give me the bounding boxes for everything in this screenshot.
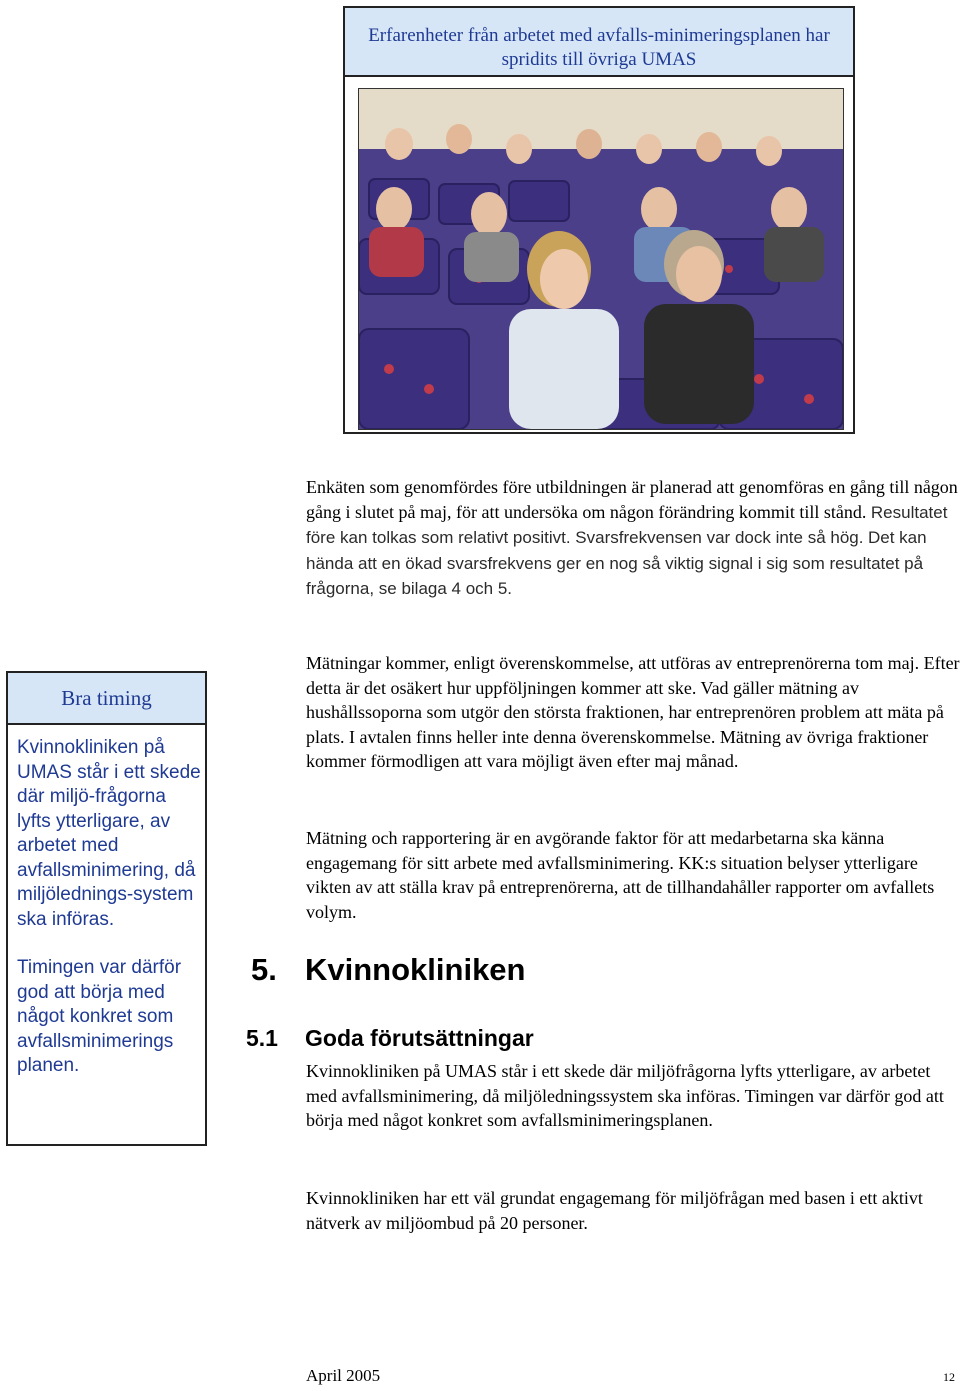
reporting-paragraph: Mätning och rapportering är en avgörande faktor för att medarbetarna ska känna engagemang för sitt arbete med avfallsminimering. KK:s situation belyser ytterligare vikten av att ställa krav på entreprenörerna, att de tillhandahåller rapporter om avfallets volym.	[306, 828, 935, 922]
measurements-paragraph: Mätningar kommer, enligt överenskommelse, att utföras av entreprenörerna tom maj. Efter detta är det osäkert hur uppföljningen kommer att ske. Vad gäller mätning av hushållssoporna som utgör den största fraktionen, har entreprenören problem att mäta på plats. I avtalen finns heller inte denna överenskommelse. Mätning av övriga fraktioner kommer förmodligen att vara möjligt även efter maj månad.	[306, 653, 960, 771]
audience-photo	[358, 88, 844, 430]
section-5-title: Kvinnokliniken	[305, 952, 526, 987]
page-number: 12	[943, 1370, 955, 1384]
sidebar-paragraph-2: Timingen var därför god att börja med något konkret som avfallsminimerings planen.	[17, 957, 182, 1076]
intro-sentence-3: Det kan hända att en ökad svarsfrekvens ger en nog så viktig signal i sig som resultatet på frågorna, se bilaga 4 och 5.	[306, 528, 927, 598]
sidebar-title: Bra timing	[8, 673, 205, 725]
intro-sentence-2: Resultatet före kan tolkas som relativt positivt. Svarsfrekvensen var dock inte så hög.	[306, 502, 948, 547]
sidebar-body	[17, 736, 203, 1079]
photo-figure	[343, 6, 855, 434]
section-5-1-number: 5.1	[246, 1025, 278, 1051]
sidebar-callout	[6, 671, 207, 1146]
footer-date: April 2005	[306, 1366, 381, 1385]
intro-sentence-1: Enkäten som genomfördes före utbildningen är planerad att genomföras en gång till någon gång i slutet på maj, för att undersöka om någon förändring kommit till stånd.	[306, 477, 958, 522]
photo-caption: Erfarenheter från arbetet med avfalls-minimeringsplanen har spridits till övriga UMAS	[345, 8, 853, 77]
sidebar-paragraph-1: Kvinnokliniken på UMAS står i ett skede där miljö-frågorna lyfts ytterligare, av arbetet med avfallsminimering, då miljölednings-system ska införas.	[17, 737, 201, 930]
intro-paragraph	[306, 475, 960, 602]
section-5-1-title: Goda förutsättningar	[305, 1025, 534, 1051]
section-5-1-paragraph-1: Kvinnokliniken på UMAS står i ett skede där miljöfrågorna lyfts ytterligare, av arbetet med avfallsminimering, då miljöledningssystem ska införas. Timingen var därför god att börja med något konkret som avfallsminimeringsplanen.	[306, 1061, 944, 1130]
section-5-1-paragraph-2: Kvinnokliniken har ett väl grundat engagemang för miljöfrågan med basen i ett aktivt nätverk av miljöombud på 20 personer.	[306, 1188, 923, 1233]
section-5-number: 5.	[251, 952, 277, 987]
